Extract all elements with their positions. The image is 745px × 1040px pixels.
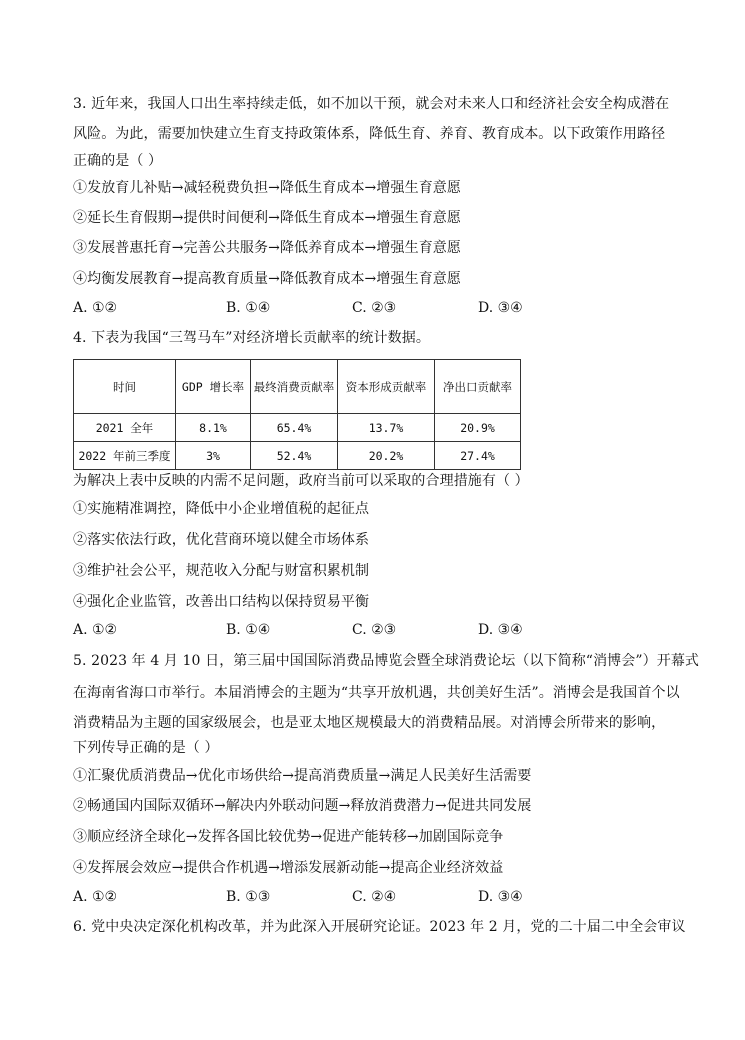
table-cell: 20.9% bbox=[435, 414, 521, 442]
table-header-row bbox=[74, 360, 521, 414]
q4-item-1: ①实施精准调控，降低中小企业增值税的起征点 bbox=[73, 501, 370, 517]
table-header-cell: 时间 bbox=[74, 360, 176, 414]
q4-question: 为解决上表中反映的内需不足问题，政府当前可以采取的合理措施有（ ） bbox=[73, 473, 529, 489]
table-cell: 65.4% bbox=[251, 414, 338, 442]
q5-options bbox=[73, 887, 683, 907]
table-cell: 8.1% bbox=[176, 414, 251, 442]
table-cell: 2022 年前三季度 bbox=[74, 442, 176, 470]
table-cell: 3% bbox=[176, 442, 251, 470]
table-cell: 2021 全年 bbox=[74, 414, 176, 442]
q5-item-3: ③顺应经济全球化→发挥各国比较优势→促进产能转移→加剧国际竞争 bbox=[73, 829, 504, 845]
q3-stem-line-3: 正确的是（ ） bbox=[73, 153, 163, 169]
q5-stem-line-2: 在海南省海口市举行。本届消博会的主题为“共享开放机遇，共创美好生活”。消博会是我国首个以 bbox=[73, 685, 680, 701]
table-cell: 20.2% bbox=[338, 442, 435, 470]
q3-stem-line-2: 风险。为此，需要加快建立生育支持政策体系，降低生育、养育、教育成本。以下政策作用路径 bbox=[73, 126, 666, 142]
q5-option-d[interactable]: D. ③④ bbox=[478, 889, 523, 905]
table-cell: 52.4% bbox=[251, 442, 338, 470]
q5-stem-line-1: 5. 2023 年 4 月 10 日，第三届中国国际消费品博览会暨全球消费论坛（以下简称“消博会”）开幕式 bbox=[73, 653, 700, 669]
q5-item-4: ④发挥展会效应→提供合作机遇→增添发展新动能→提高企业经济效益 bbox=[73, 860, 504, 876]
q5-stem-line-3: 消费精品为主题的国家级展会，也是亚太地区规模最大的消费精品展。对消博会所带来的影响， bbox=[73, 715, 666, 731]
table-row bbox=[74, 442, 521, 470]
q5-item-1: ①汇聚优质消费品→优化市场供给→提高消费质量→满足人民美好生活需要 bbox=[73, 768, 532, 784]
contribution-table bbox=[73, 359, 521, 470]
q5-item-2: ②畅通国内国际双循环→解决内外联动问题→释放消费潜力→促进共同发展 bbox=[73, 798, 532, 814]
q4-item-3: ③维护社会公平，规范收入分配与财富积累机制 bbox=[73, 563, 370, 579]
q4-item-4: ④强化企业监管，改善出口结构以保持贸易平衡 bbox=[73, 594, 370, 610]
q3-item-1: ①发放育儿补贴→减轻税费负担→降低生育成本→增强生育意愿 bbox=[73, 180, 461, 196]
q4-option-d[interactable]: D. ③④ bbox=[478, 622, 523, 638]
q3-stem-line-1: 3. 近年来，我国人口出生率持续走低，如不加以干预，就会对未来人口和经济社会安全构成潜在 bbox=[73, 96, 670, 112]
q6-stem-line-1: 6. 党中央决定深化机构改革，并为此深入开展研究论证。2023 年 2 月，党的二十届二中全会审议 bbox=[73, 919, 686, 935]
q3-option-a[interactable]: A. ①② bbox=[73, 300, 118, 316]
q3-item-4: ④均衡发展教育→提高教育质量→降低教育成本→增强生育意愿 bbox=[73, 271, 461, 287]
q4-option-c[interactable]: C. ②③ bbox=[352, 622, 397, 638]
q5-stem-line-4: 下列传导正确的是（ ） bbox=[73, 740, 219, 756]
q3-options bbox=[73, 298, 683, 318]
q3-option-b[interactable]: B. ①④ bbox=[226, 300, 271, 316]
q4-option-b[interactable]: B. ①④ bbox=[226, 622, 271, 638]
q4-stem: 4. 下表为我国“三驾马车”对经济增长贡献率的统计数据。 bbox=[73, 330, 430, 346]
q5-option-b[interactable]: B. ①③ bbox=[226, 889, 271, 905]
q3-option-d[interactable]: D. ③④ bbox=[478, 300, 523, 316]
table-header-cell: GDP 增长率 bbox=[176, 360, 251, 414]
q5-option-c[interactable]: C. ②④ bbox=[352, 889, 397, 905]
q3-item-2: ②延长生育假期→提供时间便利→降低生育成本→增强生育意愿 bbox=[73, 210, 461, 226]
q4-item-2: ②落实依法行政，优化营商环境以健全市场体系 bbox=[73, 532, 370, 548]
table-cell: 13.7% bbox=[338, 414, 435, 442]
q4-option-a[interactable]: A. ①② bbox=[73, 622, 118, 638]
q4-options bbox=[73, 620, 683, 640]
q3-option-c[interactable]: C. ②③ bbox=[352, 300, 397, 316]
q5-option-a[interactable]: A. ①② bbox=[73, 889, 118, 905]
table-row bbox=[74, 414, 521, 442]
q3-item-3: ③发展普惠托育→完善公共服务→降低养育成本→增强生育意愿 bbox=[73, 240, 461, 256]
table-header-cell: 净出口贡献率 bbox=[435, 360, 521, 414]
table-header-cell: 资本形成贡献率 bbox=[338, 360, 435, 414]
table-header-cell: 最终消费贡献率 bbox=[251, 360, 338, 414]
table-cell: 27.4% bbox=[435, 442, 521, 470]
